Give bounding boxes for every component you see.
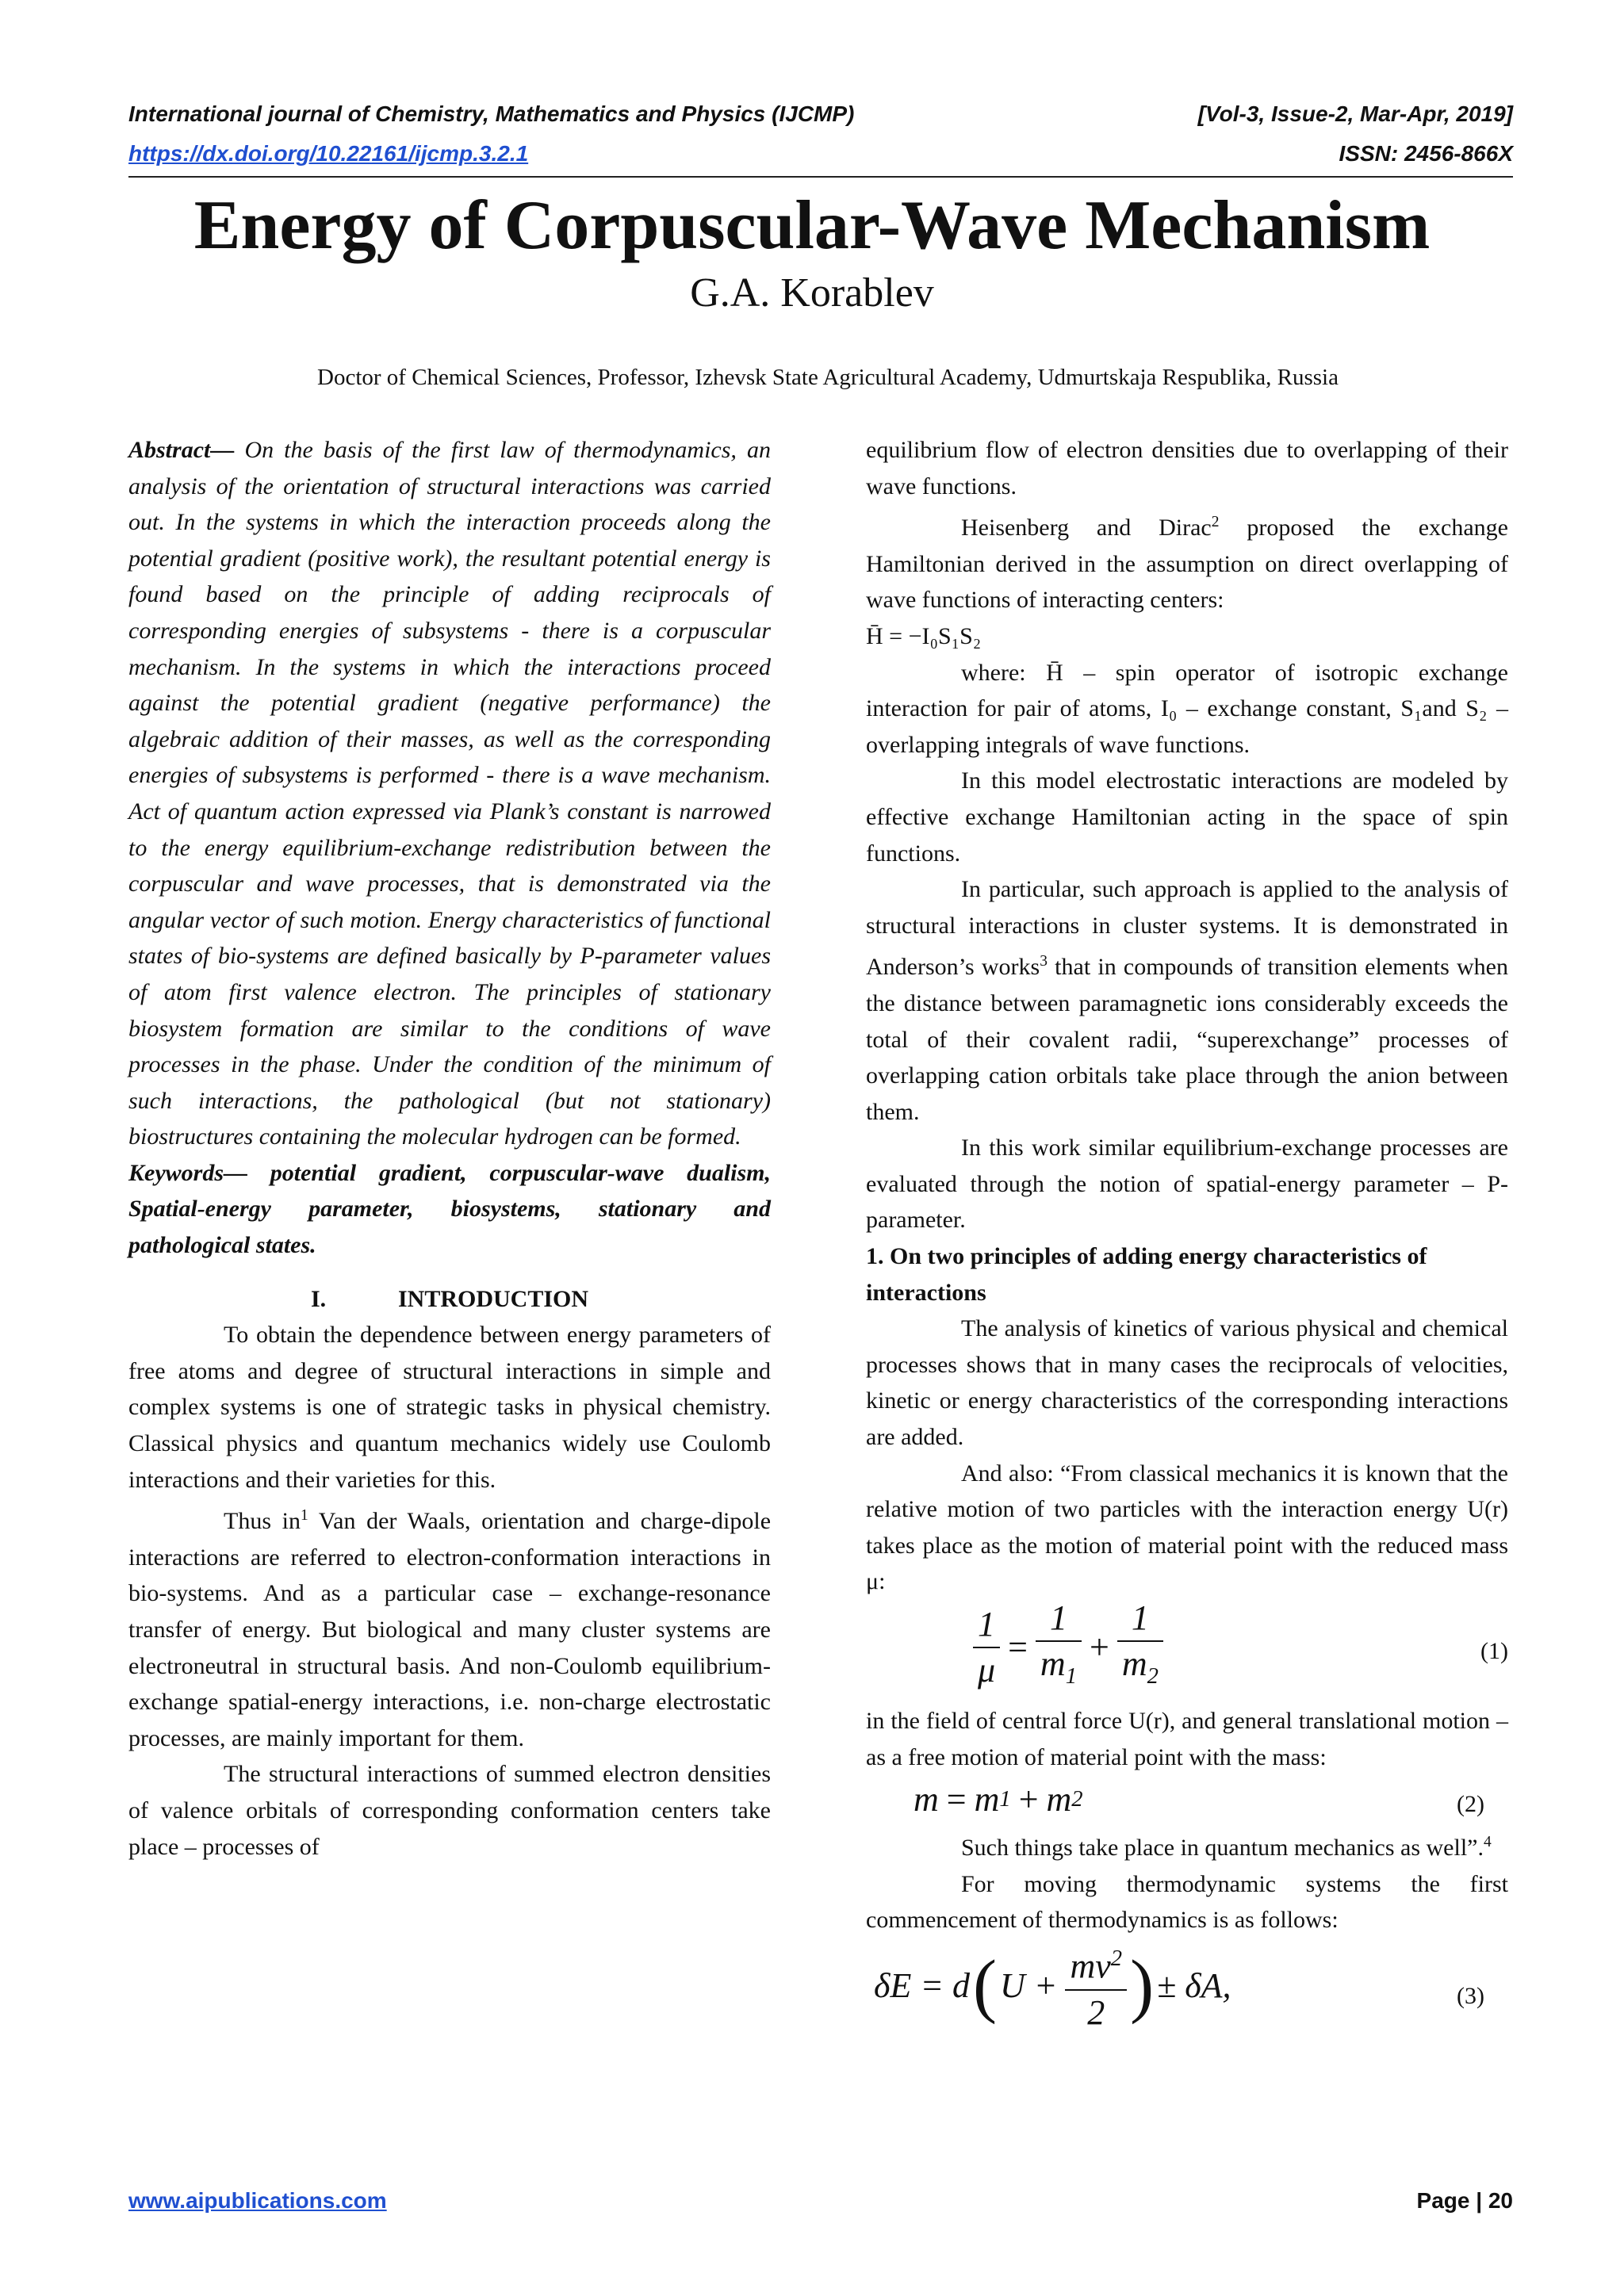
header-rule (128, 176, 1513, 178)
intro-paragraph-1: To obtain the dependence between energy parameters of free atoms and degree of structural interactions in simple and complex systems is one of strategic tasks in physical chemistry. Classical physics and quantum mechanics widely use Coulomb interactions and their varieties for this. (128, 1322, 771, 1493)
fraction-one-over-m1: $\frac{1}{m_1}$ (1036, 1596, 1082, 1699)
equation-2: m = m 1 + m 2 (2) (866, 1775, 1508, 1824)
author-name: G.A. Korablev (690, 270, 934, 316)
abstract-label: Abstract— (128, 437, 235, 463)
right-paragraph-5: In this work similar equilibrium-exchange processes are evaluated through the notion of spatial-energy parameter – P-parameter. (866, 1135, 1508, 1234)
right-paragraph-1: Heisenberg and Dirac$^2$ proposed the exchange Hamiltonian derived in the assumption on direct overlapping of wave functions of interacting centers: (866, 514, 1508, 614)
right-paragraph-8: in the field of central force U(r), and general translational motion – as a free motion of material point with the mass: (866, 1708, 1508, 1770)
equation-2-number: (2) (1457, 1791, 1484, 1818)
section-number: I. (310, 1285, 327, 1312)
fraction-one-over-mu: $\frac{1}{\mu}$ (973, 1602, 1000, 1693)
equation-3-number: (3) (1457, 1982, 1484, 2009)
citation-3: 3 (1040, 953, 1048, 970)
abstract (128, 432, 771, 1155)
equation-3: δE = d ( U + $\frac{mv^2}{2}$ ) ± δA, (3) (866, 1938, 1508, 2042)
citation-4: 4 (1483, 1834, 1492, 1851)
intro-paragraph-2: Thus $in^1$ Van der Waals, orientation and charge-dipole interactions are referred to electron-conformation interactions in bio-systems. And as a particular case – exchange-resonance transfer of energy. But biological and many cluster systems are electroneutral in structural basis. And non-Coulomb equilibrium-exchange spatial-energy interactions, i.e. non-charge electrostatic processes, are mainly important for them. (128, 1507, 772, 1751)
issn: ISSN: 2456-866X (1339, 141, 1513, 166)
abstract-text: On the basis of the first law of thermodynamics, an analysis of the orientation of structural interactions was carried out. In the systems in which the interaction proceeds along the potential gradient (positive work), the resultant potential energy is found based on the principle of adding reciprocals of corresponding energies of subsystems - there is a corpuscular mechanism. In the systems in which the interactions proceed against the potential gradient (negative performance) the algebraic addition of their masses, as well as the corresponding energies of subsystems is performed - there is a wave mechanism. Act of quantum action expressed via Plank’s constant is narrowed to the energy equilibrium-exchange redistribution between the corpuscular and wave processes, that is demonstrated via the angular vector of such motion. Energy characteristics of functional states of bio-systems are defined basically by P-parameter values of atom first valence electron. The principles of stationary biosystem formation are similar to the conditions of wave processes in the phase. Under the condition of the minimum of such interactions, the pathological (but not stationary) biostructures containing the molecular hydrogen can be formed. (128, 437, 771, 1150)
keywords-label: Keywords— (128, 1159, 247, 1186)
citation-1: 1 (300, 1507, 308, 1525)
right-paragraph-9: Such things take place in quantum mechanics as well”.$^4$ (961, 1834, 1492, 1862)
section-heading-1: 1. On two principles of adding energy characteristics of interactions (866, 1243, 1427, 1306)
keywords-text: potential gradient, corpuscular-wave dualism, Spatial-energy parameter, biosystems, stationary and pathological states. (128, 1159, 771, 1259)
affiliation: Doctor of Chemical Sciences, Professor, Izhevsk State Agricultural Academy, Udmurtskaja Respublika, Russia (317, 365, 1339, 390)
page-number: Page | 20 (1416, 2188, 1513, 2213)
publisher-link[interactable]: www.aipublications.com (128, 2188, 387, 2213)
doi-link[interactable]: https://dx.doi.org/10.22161/ijcmp.3.2.1 (128, 141, 529, 166)
equation-1-number: (1) (1480, 1638, 1508, 1664)
doi-header (128, 141, 1513, 166)
section-heading-introduction (128, 1281, 771, 1318)
paper-title: Energy of Corpuscular-Wave Mechanism (193, 187, 1431, 264)
right-paragraph-10: For moving thermodynamic systems the first commencement of thermodynamics is as follows: (866, 1870, 1508, 1934)
left-column (128, 432, 771, 1865)
equation-1: $\frac{1}{\mu}$ = $\frac{1}{m_1}$ + $\frac{1}{m_2}$ (1) (866, 1600, 1508, 1703)
right-paragraph-6: The analysis of kinetics of various physical and chemical processes shows that in many cases the reciprocals of velocities, kinetic or energy characteristics of the corresponding interactions are added. (866, 1315, 1508, 1451)
right-paragraph-3: In this model electrostatic interactions are modeled by effective exchange Hamiltonian acting in the space of spin functions. (866, 767, 1508, 867)
right-paragraph-2: where: H̄ – spin operator of isotropic exchange interaction for pair of atoms, I₀ – exchange constant, S₁and S₂ – overlapping integrals of wave functions. (866, 659, 1508, 758)
running-header (128, 101, 1513, 127)
intro-paragraph-3: The structural interactions of summed electron densities of valence orbitals of corresponding conformation centers take place – processes of (128, 1761, 771, 1860)
fraction-mv2-over-2: $\frac{mv^2}{2}$ (1065, 1937, 1127, 2035)
fraction-one-over-m2: $\frac{1}{m_2}$ (1117, 1596, 1163, 1699)
right-paragraph-7: And also: “From classical mechanics it is known that the relative motion of two particles with the interaction energy U(r) takes place as the motion of material point with the reduced mass μ: (866, 1460, 1508, 1595)
right-column (866, 432, 1508, 2042)
citation-2: 2 (1211, 514, 1220, 531)
hamiltonian-formula: H̄ = −I₀S₁S₂ (866, 622, 982, 649)
right-paragraph-4: In particular, such approach is applied to the analysis of structural interactions in cluster systems. It is demonstrated in Anderson’s works$^3$ that in compounds of transition elements when the distance between paramagnetic ions considerably exceeds the total of their covalent radii, “superexchange” processes of overlapping cation orbitals take place through the anion between them. (866, 876, 1508, 1125)
keywords (128, 1155, 771, 1264)
volume-info: [Vol-3, Issue-2, Mar-Apr, 2019] (1197, 101, 1513, 126)
journal-name: International journal of Chemistry, Mathematics and Physics (IJCMP) (128, 101, 855, 126)
right-paragraph-0: equilibrium flow of electron densities due to overlapping of their wave functions. (866, 437, 1508, 499)
section-title: INTRODUCTION (397, 1285, 589, 1312)
page-footer (128, 2188, 1513, 2214)
